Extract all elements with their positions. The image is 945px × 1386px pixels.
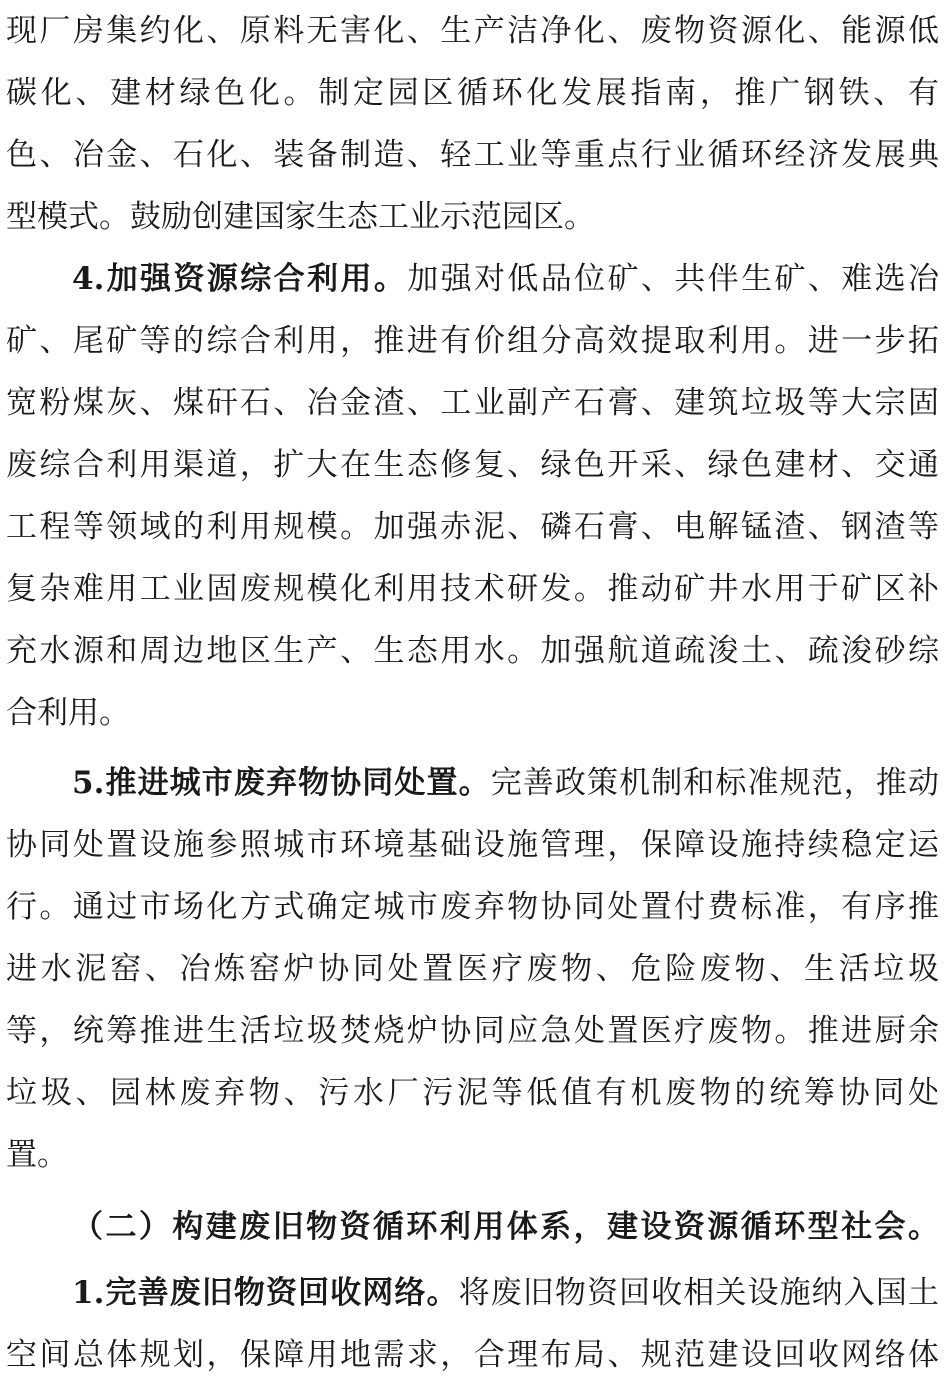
text-line: 充水源和周边地区生产、生态用水。加强航道疏浚土、疏浚砂综 xyxy=(6,633,939,669)
text-line: 置。 xyxy=(6,1137,68,1173)
section-heading: （二）构建废旧物资循环利用体系，建设资源循环型社会。 xyxy=(72,1209,939,1245)
text-line: 色、冶金、石化、装备制造、轻工业等重点行业循环经济发展典 xyxy=(6,137,939,173)
item-5-first-line xyxy=(72,752,939,814)
text-line: 废综合利用渠道，扩大在生态修复、绿色开采、绿色建材、交通 xyxy=(6,447,939,483)
item-5-heading: 5.推进城市废弃物协同处置。 xyxy=(72,765,491,801)
text-line: 空间总体规划，保障用地需求，合理布局、规范建设回收网络体 xyxy=(6,1337,939,1373)
item-4-text: 加强对低品位矿、共伴生矿、难选冶 xyxy=(407,261,939,297)
text-line: 复杂难用工业固废规模化利用技术研发。推动矿井水用于矿区补 xyxy=(6,571,939,607)
item-1-heading: 1.完善废旧物资回收网络。 xyxy=(72,1275,459,1311)
text-line: 协同处置设施参照城市环境基础设施管理，保障设施持续稳定运 xyxy=(6,827,939,863)
text-line: 工程等领域的利用规模。加强赤泥、磷石膏、电解锰渣、钢渣等 xyxy=(6,509,939,545)
text-line: 宽粉煤灰、煤矸石、冶金渣、工业副产石膏、建筑垃圾等大宗固 xyxy=(6,385,939,421)
text-line: 矿、尾矿等的综合利用，推进有价组分高效提取利用。进一步拓 xyxy=(6,323,939,359)
text-line: 行。通过市场化方式确定城市废弃物协同处置付费标准，有序推 xyxy=(6,889,939,925)
item-1-first-line xyxy=(72,1262,939,1324)
item-5-text: 完善政策机制和标准规范，推动 xyxy=(490,765,939,801)
text-line: 碳化、建材绿色化。制定园区循环化发展指南，推广钢铁、有 xyxy=(6,75,939,111)
text-line: 合利用。 xyxy=(6,695,130,731)
text-line: 型模式。鼓励创建国家生态工业示范园区。 xyxy=(6,199,595,235)
item-1-text: 将废旧物资回收相关设施纳入国土 xyxy=(458,1275,939,1311)
text-line: 现厂房集约化、原料无害化、生产洁净化、废物资源化、能源低 xyxy=(6,13,939,49)
item-4-first-line xyxy=(72,248,939,310)
item-4-heading: 4.加强资源综合利用。 xyxy=(72,261,408,297)
text-line: 进水泥窑、冶炼窑炉协同处置医疗废物、危险废物、生活垃圾 xyxy=(6,951,939,987)
text-line: 垃圾、园林废弃物、污水厂污泥等低值有机废物的统筹协同处 xyxy=(6,1075,939,1111)
text-line: 等，统筹推进生活垃圾焚烧炉协同应急处置医疗废物。推进厨余 xyxy=(6,1013,939,1049)
